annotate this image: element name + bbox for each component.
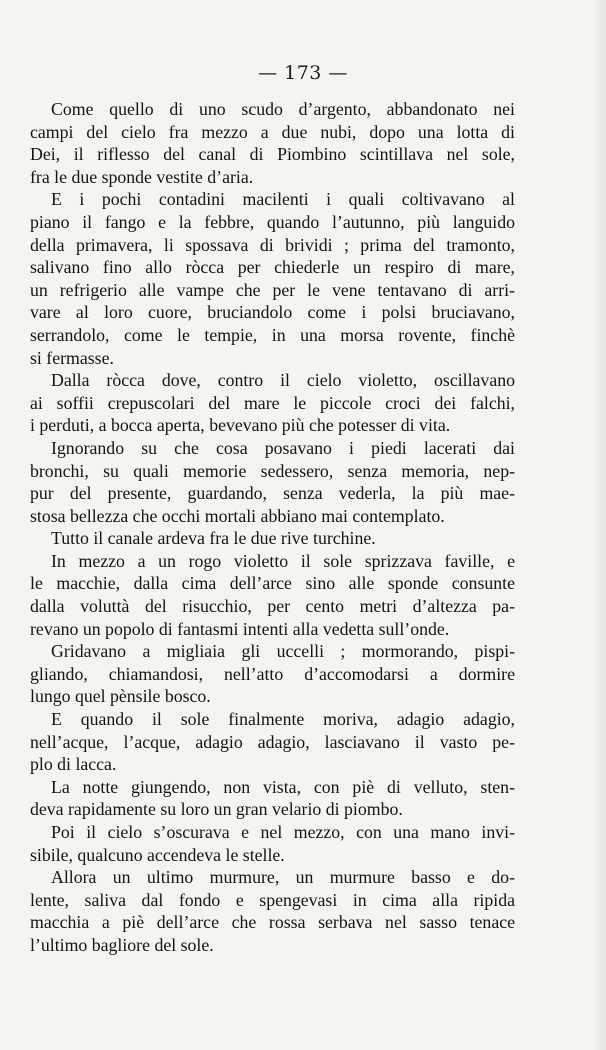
text-line: La notte giungendo, non vista, con piè di velluto, sten- — [51, 776, 515, 797]
text-line: macchia a piè dell’arce che rossa serbava nel sasso tenace — [30, 912, 515, 933]
text-line: Gridavano a migliaia gli uccelli ; mormorando, pispi- — [51, 641, 515, 662]
text-line: revano un popolo di fantasmi intenti alla vedetta sull’onde. — [30, 618, 450, 639]
text-line: Allora un ultimo murmure, un murmure basso e do- — [51, 867, 515, 888]
text-line: salivano fino allo ròcca per chiederle un respiro di mare, — [30, 257, 515, 278]
page-number: — 173 — — [258, 62, 348, 84]
text-line: campi del cielo fra mezzo a due nubi, dopo una lotta di — [30, 121, 515, 142]
paragraph — [30, 527, 515, 550]
paragraph — [30, 640, 515, 708]
text-line: stosa bellezza che occhi mortali abbiano mai contemplato. — [30, 505, 445, 526]
paragraph — [30, 188, 515, 369]
text-line: piano il fango e la febbre, quando l’autunno, più languido — [30, 211, 515, 232]
text-line: l’ultimo bagliore del sole. — [30, 934, 214, 955]
text-line: Dalla ròcca dove, contro il cielo violetto, oscillavano — [51, 370, 515, 391]
text-line: ai soffii crepuscolari del mare le piccole croci dei falchi, — [30, 392, 515, 413]
text-line: E i pochi contadini macilenti i quali coltivavano al — [51, 189, 515, 210]
text-line: bronchi, su quali memorie sedessero, senza memoria, nep- — [30, 460, 515, 481]
paragraph — [30, 866, 515, 956]
text-line: Ignorando su che cosa posavano i piedi lacerati dai — [51, 437, 515, 458]
paragraph — [30, 708, 515, 776]
text-line: sibile, qualcuno accendeva le stelle. — [30, 844, 285, 865]
paragraph — [30, 821, 515, 866]
text-line: In mezzo a un rogo violetto il sole sprizzava faville, e — [51, 550, 515, 571]
paragraph — [30, 776, 515, 821]
text-line: lente, saliva dal fondo e spengevasi in cima alla ripida — [30, 889, 515, 910]
text-line: lungo quel pènsile bosco. — [30, 686, 211, 707]
body-text — [30, 98, 515, 957]
text-line: le macchie, dalla cima dell’arce sino alle sponde consunte — [30, 573, 515, 594]
paragraph — [30, 98, 515, 188]
paragraph — [30, 550, 515, 640]
text-line: gliando, chiamandosi, nell’atto d’accomodarsi a dormire — [30, 663, 515, 684]
text-line: Tutto il canale ardeva fra le due rive turchine. — [51, 528, 376, 549]
text-line: serrandolo, come le tempie, in una morsa rovente, finchè — [30, 324, 515, 345]
text-line: Come quello di uno scudo d’argento, abbandonato nei — [51, 99, 515, 119]
scan-shadow — [592, 0, 606, 1050]
text-line: un refrigerio alle vampe che per le vene tentavano di arri- — [30, 279, 515, 300]
text-line: Dei, il riflesso del canal di Piombino scintillava nel sole, — [30, 144, 515, 165]
text-line: i perduti, a bocca aperta, bevevano più che potesser di vita. — [30, 415, 451, 436]
text-line: E quando il sole finalmente moriva, adagio adagio, — [51, 709, 515, 730]
text-line: dalla voluttà del risucchio, per cento metri d’altezza pa- — [30, 596, 515, 617]
text-line: deva rapidamente su loro un gran velario di piombo. — [30, 799, 403, 820]
text-line: pur del presente, guardando, senza vederla, la più mae- — [30, 483, 515, 504]
text-line: fra le due sponde vestite d’aria. — [30, 166, 254, 187]
text-line: plo di lacca. — [30, 754, 117, 775]
text-line: Poi il cielo s’oscurava e nel mezzo, con una mano invi- — [51, 822, 515, 842]
paragraph — [30, 369, 515, 437]
text-line: nell’acque, l’acque, adagio adagio, lasciavano il vasto pe- — [30, 731, 515, 752]
paragraph — [30, 437, 515, 527]
text-line: della primavera, li spossava di brividi ; prima del tramonto, — [30, 234, 515, 255]
text-line: vare al loro cuore, bruciandolo come i polsi bruciavano, — [30, 302, 515, 323]
text-line: si fermasse. — [30, 347, 114, 368]
